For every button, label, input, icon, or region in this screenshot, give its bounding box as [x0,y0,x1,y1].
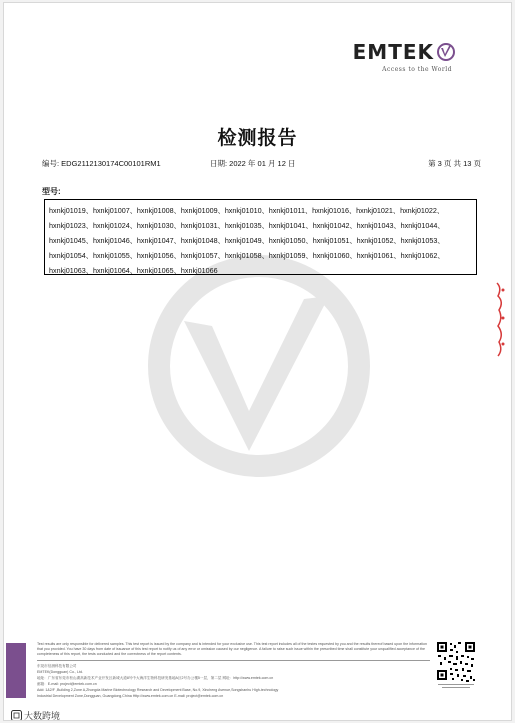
footer-text [37,642,430,699]
footer-disclaimer: Test results are only responsible for delivered samples. This test report is issued by the company and is intended for your exclusive use. This test report includes all of the testes requested by you and the results thereof based upon the information that you provided. You have 30 days from date of issuance of this test report to notify us of any error or omission caused by our negligence. A failure to raise such issue within the prescribed time shall constitute your unqualified acceptance of the completeness of this report, the tests conducted and the correctness of the report contents. [37,642,427,656]
footer-divider [37,660,430,661]
qr-code-icon [436,641,476,691]
address-en: Add: 1&2/F ,Building 2,Zone A,Zhongda Marine Biotechnology Research and Development Base, No.9, Xincheng Avenue,Songshanhu High-technology [37,688,279,692]
report-page [3,2,512,721]
emtek-watermark-icon [144,251,374,481]
page-title: 检测报告 [217,127,298,149]
model-label: 型号: [42,187,61,196]
brand-name: EMTEK [352,40,434,64]
model-list: hxnkj01019、hxnkj01007、hxnkj01008、hxnkj01009、hxnkj01010、hxnkj01011、hxnkj01016、hxnkj01021、hxnkj01022、hxnkj01023、hxnkj01024、hxnkj01030、hxnkj01031、hxnkj01035、hxnkj01041、hxnkj01042、hxnkj01043、hxnkj01044、hxnkj01045、hxnkj01046、hxnkj01047、hxnkj01048、hxnkj01049、hxnkj01050、hxnkj01051、hxnkj01052、hxnkj01053、hxnkj01054、hxnkj01055、hxnkj01056、hxnkj01057、hxnkj01058、hxnkj01059、hxnkj01060、hxnkj01061、hxnkj01062、hxnkj01063、hxnkj01064、hxnkj01065、hxnkj01066 [44,199,477,275]
footer-accent-bar [6,643,26,698]
brand-mark-icon [436,42,456,62]
bottom-logo-icon [11,710,22,721]
report-date: 日期: 2022 年 01 月 12 日 [210,159,296,168]
page-indicator: 第 3 页 共 13 页 [428,159,481,168]
seal-stamp-icon [494,278,508,358]
bottom-logo-text: 大数跨境 [24,711,61,721]
address-cn: 地址：广东省东莞市松山湖高新技术产业开发区新城大道8号中大海洋生物科技研发基地A区2号办公楼5一层，第二层 网址：http://www.emtek.com.cn [37,676,274,680]
address-en-2: Industrial Development Zone,Dongguan, Guangdong,China Http://www.emtek.com.cn E-mail: project@emtek.com.cn [37,694,224,698]
company-en: EMTEK(Dongguan) Co., Ltd. [37,670,83,674]
brand-tagline: Access to the World [382,66,452,73]
company-cn: 东莞市信测科技有限公司 [37,664,77,668]
email-line: 邮箱：E-mail: project@emtek.com.cn [37,682,97,686]
report-number: 编号: EDG2112130174C00101RM1 [42,159,161,168]
brand-logo [353,40,456,73]
bottom-watermark [11,709,60,721]
report-meta [42,158,481,169]
